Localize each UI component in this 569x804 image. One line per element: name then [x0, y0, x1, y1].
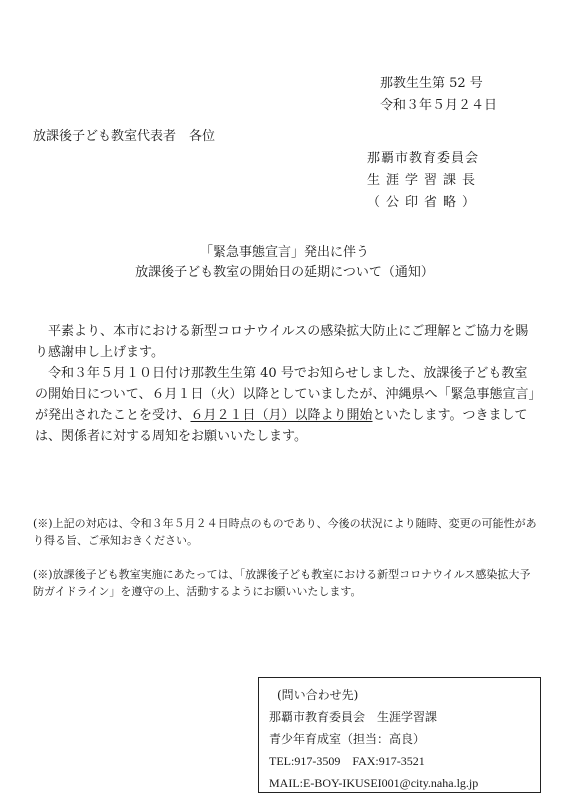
title-line-1: 「緊急事態宣言」発出に伴う [199, 245, 369, 260]
body-paragraph-1-text: 平素より、本市における新型コロナウイルスの感染拡大防止にご理解とご協力を賜り感謝申し上げます。 [35, 324, 529, 360]
contact-mail: MAIL:E-BOY-IKUSEI001@city.naha.lg.jp [269, 776, 479, 790]
sender-title: 生涯学習課長 [367, 173, 482, 188]
body-paragraph-2-text-a: 令和３年５月１０日付け那教生生第 40 号でお知らせしました、放課後子ども教室の開始日について、６月１日（火）以降としていましたが、沖縄県へ「緊急事態宣言」が発出されたことを受け、 [35, 366, 535, 423]
document-number: 那教生生第 52 号 [380, 76, 483, 91]
document-date: 令和３年５月２４日 [380, 98, 498, 113]
sender-seal-note: （公印省略） [367, 195, 482, 210]
document-reference [380, 73, 497, 117]
contact-box [258, 677, 541, 793]
contact-org: 那覇市教育委員会 生涯学習課 [269, 710, 438, 724]
body-paragraph-2 [35, 363, 540, 447]
sender-block [367, 148, 481, 214]
body-paragraph-1 [35, 321, 540, 363]
contact-phone: TEL:917-3509 FAX:917-3521 [269, 754, 425, 768]
body-paragraph-2-text-b: といたします。つきましては、関係者に対する周知をお願いいたします。 [35, 408, 528, 444]
note-2: (※)放課後子ども教室実施にあたっては、「放課後子ども教室における新型コロナウイルス感染拡大予防ガイドライン」を遵守の上、活動するようにお願いいたします。 [33, 568, 531, 598]
sender-org: 那覇市教育委員会 [367, 151, 480, 166]
addressee: 放課後子ども教室代表者 各位 [33, 129, 216, 144]
document-body [35, 321, 540, 447]
contact-section: 青少年育成室（担当：高良） [269, 732, 426, 746]
start-date-emphasis: ６月２１日（月）以降より開始 [190, 408, 373, 423]
document-title [0, 243, 569, 283]
contact-heading: (問い合わせ先) [277, 688, 359, 702]
title-line-2: 放課後子ども教室の開始日の延期について（通知） [135, 265, 434, 280]
note-1: (※)上記の対応は、令和３年５月２４日時点のものであり、今後の状況により随時、変更の可能性があり得る旨、ご承知おきください。 [33, 517, 537, 547]
